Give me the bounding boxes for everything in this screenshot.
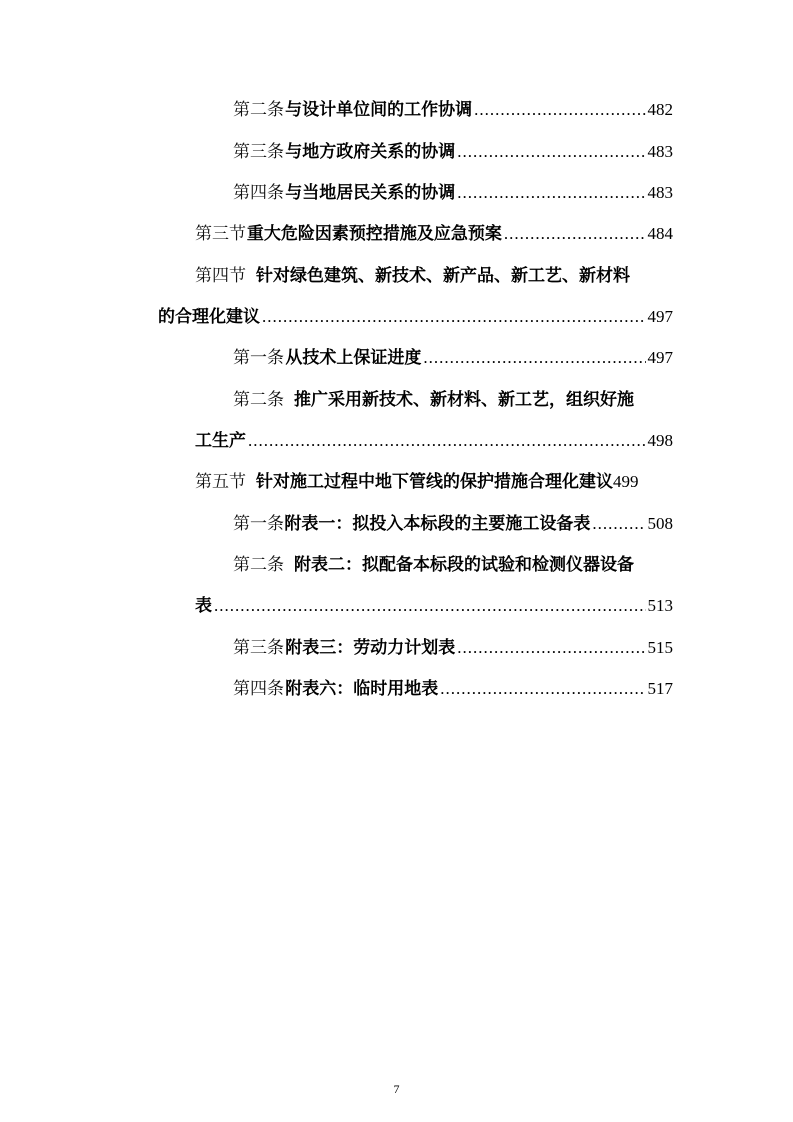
toc-entry-number: 第四节 [195, 266, 246, 286]
toc-entry-number: 第四条 [233, 183, 284, 203]
toc-leader [474, 98, 645, 122]
toc-entry[interactable] [0, 181, 793, 205]
toc-entry-title-cont: 表 [195, 596, 212, 616]
toc-entry[interactable] [0, 636, 793, 660]
toc-entry-number: 第四条 [233, 679, 284, 699]
toc-entry-page: 483 [647, 183, 673, 202]
toc-entry-continuation[interactable] [0, 594, 793, 618]
toc-entry-title-cont: 的合理化建议 [158, 307, 260, 327]
toc-entry[interactable] [0, 388, 793, 412]
toc-leader [457, 636, 645, 660]
toc-entry-title: 与地方政府关系的协调 [285, 142, 456, 162]
toc-entry-page: 508 [647, 514, 673, 533]
toc-entry[interactable] [0, 98, 793, 122]
toc-leader [248, 429, 646, 453]
toc-entry-title: 与当地居民关系的协调 [285, 183, 456, 203]
toc-leader [423, 346, 645, 370]
toc-entry-page: 515 [647, 638, 673, 657]
toc-entry-page: 517 [647, 679, 673, 698]
toc-leader [592, 512, 645, 536]
toc-entry-page: 497 [647, 307, 673, 326]
toc-entry-number: 第二条 [233, 390, 284, 410]
toc-entry-number: 第二条 [233, 555, 284, 575]
toc-entry[interactable] [0, 553, 793, 577]
toc-leader [214, 594, 646, 618]
toc-leader [262, 305, 646, 329]
toc-entry-title: 附表六：临时用地表 [285, 679, 439, 699]
toc-entry-page: 499 [613, 472, 639, 491]
toc-entry-title: 针对施工过程中地下管线的保护措施合理化建议 [256, 472, 613, 492]
toc-entry-number: 第三节 [195, 224, 246, 244]
toc-entry-title: 附表一：拟投入本标段的主要施工设备表 [284, 514, 591, 534]
toc-entry-title: 针对绿色建筑、新技术、新产品、新工艺、新材料 [256, 266, 630, 286]
toc-entry-number: 第五节 [195, 472, 246, 492]
toc-entry[interactable] [0, 512, 793, 536]
toc-entry[interactable] [0, 222, 793, 246]
toc-entry-number: 第一条 [233, 348, 284, 368]
toc-entry-title: 与设计单位间的工作协调 [285, 100, 473, 120]
page-number: 7 [393, 1082, 400, 1096]
toc-entry-number: 第一条 [233, 514, 284, 534]
toc-entry-page: 483 [647, 142, 673, 161]
toc-entry-page: 513 [647, 596, 673, 615]
toc-entry-title: 从技术上保证进度 [285, 348, 422, 368]
toc-entry-title: 附表三：劳动力计划表 [285, 638, 456, 658]
toc-entry-title: 重大危险因素预控措施及应急预案 [246, 224, 502, 244]
toc-entry[interactable] [0, 140, 793, 164]
toc-entry-title-cont: 工生产 [195, 431, 246, 451]
toc-entry-continuation[interactable] [0, 429, 793, 453]
toc-leader [457, 181, 645, 205]
toc-entry-number: 第三条 [233, 142, 284, 162]
toc-entry-number: 第三条 [233, 638, 284, 658]
toc-entry-page: 498 [647, 431, 673, 450]
toc-entry[interactable] [0, 677, 793, 701]
toc-entry[interactable] [0, 264, 793, 288]
toc-entry-title: 推广采用新技术、新材料、新工艺，组织好施 [294, 390, 634, 410]
toc-entry-page: 497 [647, 348, 673, 367]
toc-entry-page: 484 [647, 224, 673, 243]
toc-entry-title: 附表二：拟配备本标段的试验和检测仪器设备 [294, 555, 634, 575]
toc-leader [440, 677, 645, 701]
toc-entry-number: 第二条 [233, 100, 284, 120]
toc-entry[interactable] [0, 346, 793, 370]
toc-entry[interactable] [0, 470, 793, 494]
toc-leader [457, 140, 645, 164]
toc-entry-continuation[interactable] [0, 305, 793, 329]
toc-leader [504, 222, 646, 246]
toc-entry-page: 482 [647, 100, 673, 119]
